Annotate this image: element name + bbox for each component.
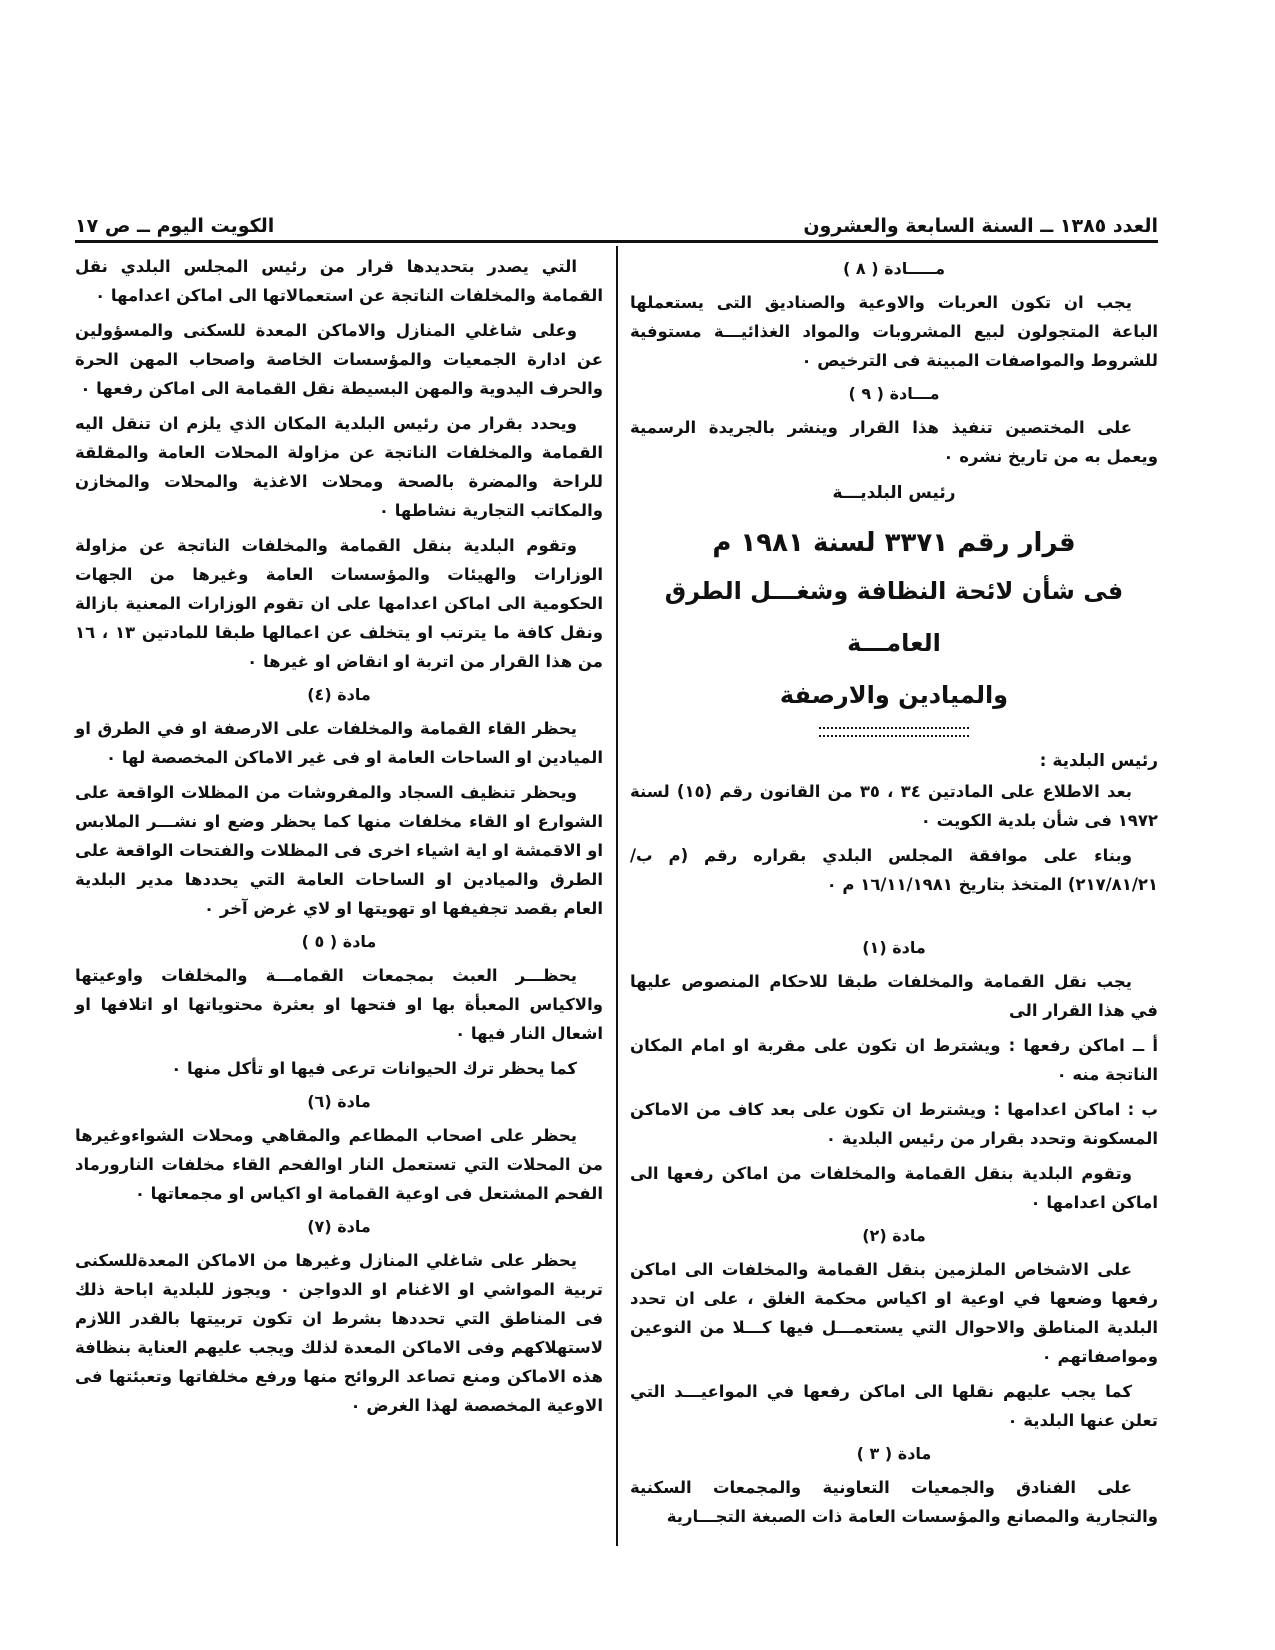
article-5-heading: مادة ( ٥ ) [301,932,377,951]
article-1-heading: مادة (١) [862,938,926,957]
gazette-page-number: الكويت اليوم ــ ص ١٧ [75,215,275,237]
header-rule [75,240,1158,243]
article-3-paragraph-4: وتقوم البلدية بنقل القمامة والمخلفات الناتجة عن مزاولة الوزارات والهيئات والمؤسسات العامة وغيرها من الجهات الحكومية الى اماكن اعدامها على ان تقوم الوزارات المعنية بازالة ونقل كافة ما يترتب او يتخلف عن اعمالها طبقا للمادتين ١٣ ، ١٦ من هذا القرار من اتربة او انقاض او غيرها ٠ [75,536,604,671]
article-2-text-2: كما يجب عليهم نقلها الى اماكن رفعها في المواعيـــد التي تعلن عنها البلدية ٠ [630,1382,1158,1430]
article-7-heading: مادة (٧) [307,1217,371,1236]
decree-subject-line-2: والميادين والارصفة [779,681,1009,709]
article-3-continuation: التي يصدر بتحديدها قرار من رئيس المجلس البلدي نقل القمامة والمخلفات الناتجة عن استعمالاتها الى اماكن اعدامها ٠ [75,257,603,305]
article-1-text-2: وتقوم البلدية بنقل القمامة والمخلفات من اماكن رفعها الى اماكن اعدامها ٠ [630,1164,1158,1212]
article-9-text: على المختصين تنفيذ هذا القرار وينشر بالجريدة الرسمية ويعمل به من تاريخ نشره ٠ [630,418,1158,466]
left-column [75,252,603,1426]
ornament-divider [819,727,969,737]
decree-subject-line-1: فى شأن لائحة النظافة وشغـــل الطرق العامـــة [664,577,1124,657]
preamble-2: وبناء على موافقة المجلس البلدي بقراره رقم (م ب/٢١٧/٨١/٢١) المتخذ بتاريخ ١٦/١١/١٩٨١ م ٠ [630,846,1158,894]
article-4-text: يحظر القاء القمامة والمخلفات على الارصفة او في الطرق او الميادين او الساحات العامة او فى غير الاماكن المخصصة لها ٠ [75,719,603,767]
column-divider [616,246,618,1546]
article-6-text: يحظر على اصحاب المطاعم والمقاهي ومحلات الشواءوغيرها من المحلات التي تستعمل النار اوالفحم القاء مخلفات النارورماد الفحم المشتعل فى اوعية القمامة او اكياس او مجمعاتها ٠ [75,1126,603,1203]
article-3-heading: مادة ( ٣ ) [856,1444,932,1463]
article-2-heading: مادة (٢) [862,1226,926,1245]
article-5-text-2: كما يحظر ترك الحيوانات ترعى فيها او تأكل منها ٠ [171,1059,577,1078]
article-4-text-2: ويحظر تنظيف السجاد والمفروشات من المظلات الواقعة على الشوارع او القاء مخلفات منها كما يحظر وضع او نشـــر الملابس او الاقمشة او اية اشياء اخرى فى المظلات والفتحات الواقعة على الطرق والميادين او الساحات العامة التي يحددها مدير البلدية العام بقصد تجفيفها او تهويتها او لاي غرض آخر ٠ [75,783,603,918]
article-9-heading: مـــادة ( ٩ ) [848,384,940,403]
article-3-paragraph-2: وعلى شاغلي المنازل والاماكن المعدة للسكنى والمسؤولين عن ادارة الجمعيات والمؤسسات الخاصة واصحاب المهن الحرة والحرف اليدوية والمهن البسيطة نقل القمامة الى اماكن رفعها ٠ [75,321,603,398]
decree-title: قرار رقم ٣٣٧١ لسنة ١٩٨١ م [712,528,1076,558]
signature: رئيس البلديـــة [832,483,956,503]
article-8-text: يجب ان تكون العربات والاوعية والصناديق التى يستعملها الباعة المتجولون لبيع المشروبات والمواد الغذائيـــة مستوفية للشروط والمواصفات المبينة فى الترخيص ٠ [630,293,1158,370]
article-1-text: يجب نقل القمامة والمخلفات طبقا للاحكام المنصوص عليها في هذا القرار الى [630,972,1158,1020]
article-5-text: يحظـــر العبث بمجمعات القمامـــة والمخلفات واوعيتها والاكياس المعبأة بها او فتحها او بعثرة محتوياتها او اتلافها او اشعال النار فيها ٠ [75,966,603,1043]
article-4-heading: مادة (٤) [307,685,371,704]
article-3-paragraph-3: ويحدد بقرار من رئيس البلدية المكان الذي يلزم ان تنقل اليه القمامة والمخلفات الناتجة عن مزاولة المحلات العامة والمقلقة للراحة والمضرة بالصحة ومحلات الاغذية والمحلات والمخازن والمكاتب التجارية نشاطها ٠ [75,414,603,520]
article-2-text: على الاشخاص الملزمين بنقل القمامة والمخلفات الى اماكن رفعها وضعها في اوعية او اكياس محكمة الغلق ، على ان تحدد البلدية المناطق والاحوال التي يستعمـــل فيها كـــلا من النوعين ومواصفاتهم ٠ [630,1260,1158,1366]
preamble-1: بعد الاطلاع على المادتين ٣٤ ، ٣٥ من القانون رقم (١٥) لسنة ١٩٧٢ فى شأن بلدية الكويت ٠ [630,782,1158,830]
issue-info: العدد ١٣٨٥ ــ السنة السابعة والعشرون [803,215,1158,237]
article-3-text: على الفنادق والجمعيات التعاونية والمجمعات السكنية والتجارية والمصانع والمؤسسات العامة ذات الصبغة التجـــارية [630,1478,1158,1526]
article-8-heading: مـــــادة ( ٨ ) [842,259,946,278]
article-7-text: يحظر على شاغلي المنازل وغيرها من الاماكن المعدةللسكنى تربية المواشي او الاغنام او الدواجن ٠ ويجوز للبلدية اباحة ذلك فى المناطق التي تحددها بشرط ان تكون تربيتها بالقدر اللازم لاستهلاكهم وفى الاماكن المعدة لذلك ويجب عليهم العناية بنظافة هذه الاماكن ومنع تصاعد الروائح منها ورفع مخلفاتها وتعبئتها فى الاوعية المخصصة لهذا الغرض ٠ [75,1251,603,1415]
article-1-item-b: ب : اماكن اعدامها : ويشترط ان تكون على بعد كاف من الاماكن المسكونة وتحدد بقرار من رئيس البلدية ٠ [630,1100,1158,1148]
page-header [75,203,1158,237]
president-label: رئيس البلدية : [1039,751,1158,771]
article-1-item-a: أ ــ اماكن رفعها : ويشترط ان تكون على مقربة او امام المكان الناتجة منه ٠ [630,1036,1158,1084]
article-6-heading: مادة (٦) [307,1092,371,1111]
right-column [630,252,1158,1537]
